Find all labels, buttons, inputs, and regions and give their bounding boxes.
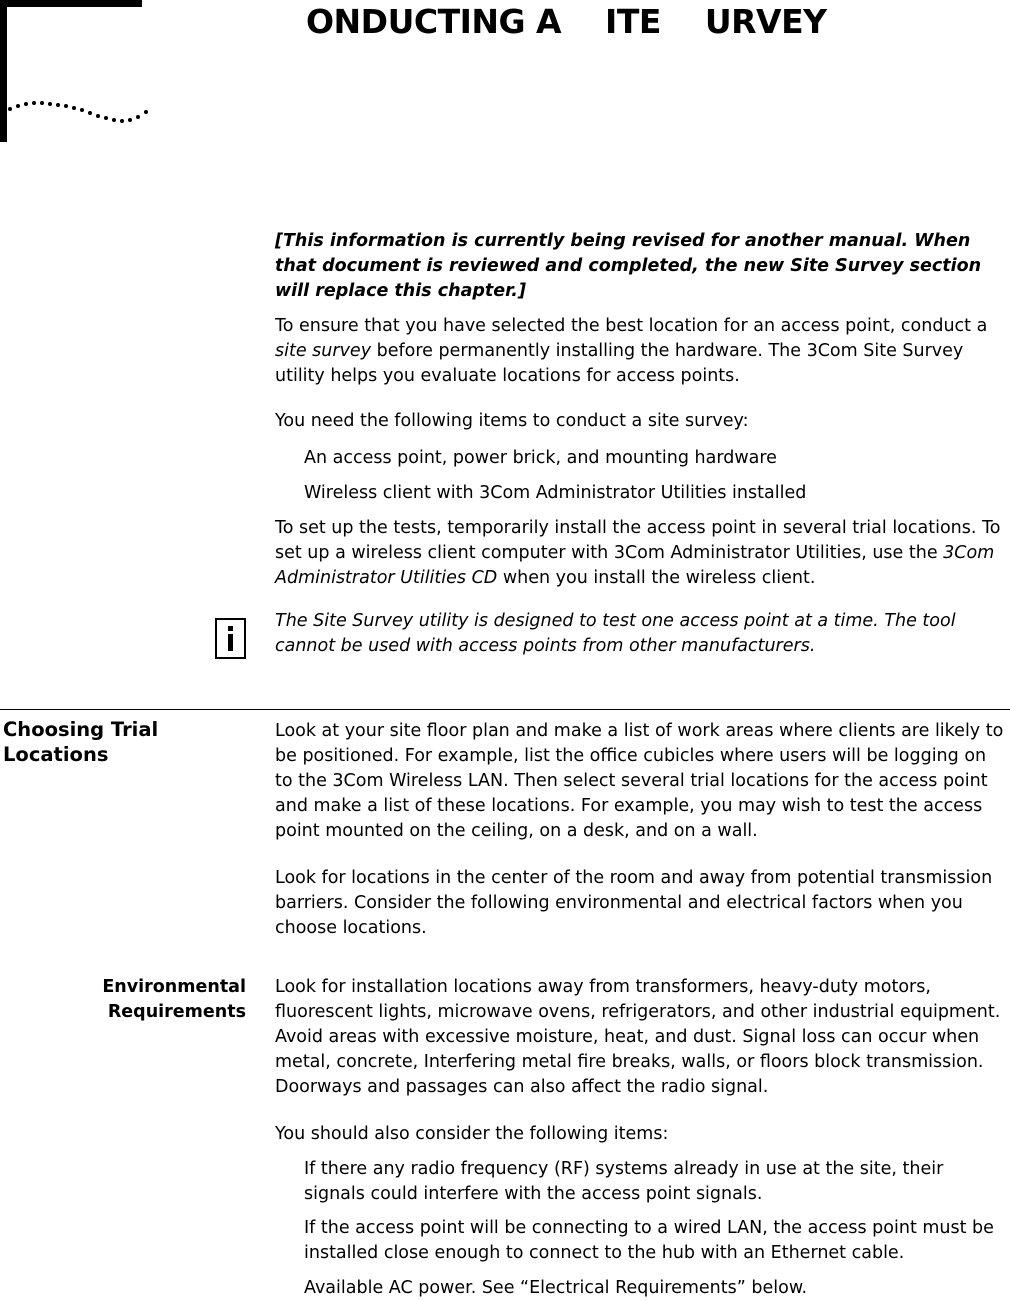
chapter-corner-bar-horizontal bbox=[0, 0, 142, 7]
section-divider bbox=[0, 709, 1010, 710]
intro-paragraph bbox=[275, 314, 1005, 389]
setup-paragraph bbox=[275, 516, 1005, 591]
setup-text-part2: when you install the wireless client. bbox=[497, 568, 816, 588]
list-item: An access point, power brick, and mounting hardware bbox=[304, 448, 777, 468]
intro-text-italic: site survey bbox=[275, 341, 372, 361]
chapter-title: ONDUCTING A ITE URVEY bbox=[306, 2, 827, 41]
subsection-items-intro: You should also consider the following items: bbox=[275, 1124, 669, 1144]
subsection-heading: Environmental Requirements bbox=[102, 977, 246, 1022]
section-paragraph-1: Look at your site floor plan and make a list of work areas where clients are likely to be positioned. For example, list the office cubicles where users will be logging on to the 3Com Wireless LAN. Then select several trial locations for the access point and make a list of these locations. For example, you may wish to test the access point mounted on the ceiling, on a desk, and on a wall. bbox=[275, 721, 1004, 841]
info-icon bbox=[215, 618, 246, 659]
note-text: The Site Survey utility is designed to test one access point at a time. The tool cannot be used with access points from other manufacturers. bbox=[275, 611, 956, 656]
info-icon-glyph bbox=[217, 620, 244, 657]
setup-text-italic: 3Com Administrator Utilities CD bbox=[275, 543, 995, 588]
subsection-paragraph: Look for installation locations away from transformers, heavy-duty motors, fluorescent lights, microwave ovens, refrigerators, and other industrial equipment. Avoid areas with excessive moisture, heat, and dust. Signal loss can occur when metal, concrete, Interfering metal fire breaks, walls, or floors block transmission. Doorways and passages can also affect the radio signal. bbox=[275, 977, 1001, 1097]
intro-text-part1: To ensure that you have selected the best location for an access point, conduct a bbox=[275, 316, 988, 336]
list-item: If the access point will be connecting to a wired LAN, the access point must be installed close enough to connect to the hub with an Ethernet cable. bbox=[304, 1218, 994, 1263]
list-item: If there any radio frequency (RF) systems already in use at the site, their signals could interfere with the access point signals. bbox=[304, 1159, 944, 1204]
list-item: Wireless client with 3Com Administrator Utilities installed bbox=[304, 483, 807, 503]
items-intro: You need the following items to conduct a site survey: bbox=[275, 411, 749, 431]
section-paragraph-2: Look for locations in the center of the room and away from potential transmission barriers. Consider the following environmental and electrical factors when you choose locations. bbox=[275, 868, 993, 938]
setup-text-part1: To set up the tests, temporarily install the access point in several trial locations. To set up a wireless client computer with 3Com Administrator Utilities, use the bbox=[275, 518, 1001, 563]
revision-notice bbox=[275, 229, 1005, 304]
revision-notice-text: [This information is currently being revised for another manual. When that document is reviewed and completed, the new Site Survey section will replace this chapter.] bbox=[275, 231, 982, 301]
intro-text-part2: before permanently installing the hardware. The 3Com Site Survey utility helps you evaluate locations for access points. bbox=[275, 341, 964, 386]
list-item: Available AC power. See “Electrical Requirements” below. bbox=[304, 1278, 808, 1298]
section-heading: Choosing Trial Locations bbox=[3, 718, 159, 766]
chapter-dotted-line bbox=[4, 95, 154, 125]
